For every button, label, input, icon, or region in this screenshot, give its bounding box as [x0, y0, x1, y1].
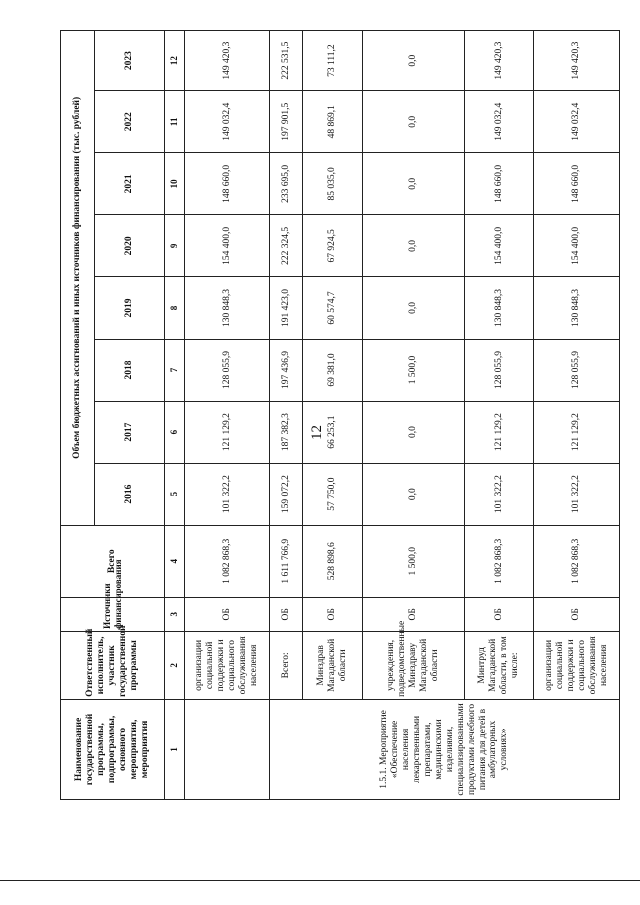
year-value-cell: 130 848,3 — [464, 277, 533, 339]
table-row — [534, 31, 620, 800]
year-value-cell: 128 055,9 — [464, 339, 533, 401]
total-cell: 1 082 868,3 — [534, 525, 620, 597]
table-row — [270, 31, 302, 800]
source-cell: ОБ — [534, 597, 620, 631]
table-row — [184, 31, 270, 800]
year-value-cell: 130 848,3 — [184, 277, 270, 339]
year-value-cell: 222 531,5 — [270, 31, 302, 91]
year-value-cell: 48 869,1 — [302, 91, 362, 153]
column-number: 2 — [165, 631, 185, 699]
row-name-cell: 1.5.1. Мероприятие «Обеспечение населения лекарственными препаратами, медицинскими изделиями, специализированными продуктами лечебного питания для детей в амбулаторных условиях» — [270, 699, 620, 799]
header-volume-group: Объем бюджетных ассигнований и иных источников финансирования (тыс. рублей) — [61, 31, 95, 526]
year-value-cell: 149 420,3 — [464, 31, 533, 91]
column-number-row — [165, 31, 185, 800]
year-value-cell: 233 695,0 — [270, 153, 302, 215]
year-value-cell: 149 032,4 — [464, 91, 533, 153]
year-value-cell: 1 500,0 — [363, 339, 465, 401]
year-value-cell: 148 660,0 — [464, 153, 533, 215]
year-value-cell: 149 420,3 — [184, 31, 270, 91]
column-number: 11 — [165, 91, 185, 153]
header-executor: Ответственный исполнитель, участник государственной программы — [61, 631, 165, 699]
column-number: 7 — [165, 339, 185, 401]
page-bottom-rule — [0, 880, 640, 881]
year-value-cell: 159 072,2 — [270, 463, 302, 525]
year-value-cell: 191 423,0 — [270, 277, 302, 339]
year-value-cell: 0,0 — [363, 153, 465, 215]
column-number: 10 — [165, 153, 185, 215]
total-cell: 528 898,6 — [302, 525, 362, 597]
executor-cell: Всего: — [270, 631, 302, 699]
source-cell: ОБ — [464, 597, 533, 631]
year-value-cell: 154 400,0 — [534, 215, 620, 277]
year-value-cell: 149 420,3 — [534, 31, 620, 91]
year-value-cell: 0,0 — [363, 31, 465, 91]
year-value-cell: 101 322,2 — [534, 463, 620, 525]
header-total: Всего — [61, 525, 165, 597]
year-value-cell: 60 574,7 — [302, 277, 362, 339]
header-year: 2017 — [94, 401, 165, 463]
year-value-cell: 0,0 — [363, 215, 465, 277]
rotated-table-inner — [60, 30, 620, 800]
header-year: 2019 — [94, 277, 165, 339]
year-value-cell: 154 400,0 — [184, 215, 270, 277]
year-value-cell: 121 129,2 — [184, 401, 270, 463]
year-value-cell: 222 324,5 — [270, 215, 302, 277]
source-cell: ОБ — [184, 597, 270, 631]
source-cell: ОБ — [270, 597, 302, 631]
executor-cell: организации социальной поддержки и социального обслуживания населения — [184, 631, 270, 699]
year-value-cell: 73 111,2 — [302, 31, 362, 91]
header-year: 2023 — [94, 31, 165, 91]
year-value-cell: 0,0 — [363, 463, 465, 525]
column-number: 9 — [165, 215, 185, 277]
executor-cell: Минтруд Магаданской области, в том числе: — [464, 631, 533, 699]
table-row — [464, 31, 533, 800]
year-value-cell: 0,0 — [363, 277, 465, 339]
total-cell: 1 611 766,9 — [270, 525, 302, 597]
column-number: 8 — [165, 277, 185, 339]
year-value-cell: 67 924,5 — [302, 215, 362, 277]
header-year: 2018 — [94, 339, 165, 401]
table-row — [363, 31, 465, 800]
year-value-cell: 148 660,0 — [534, 153, 620, 215]
year-value-cell: 130 848,3 — [534, 277, 620, 339]
year-value-cell: 0,0 — [363, 91, 465, 153]
executor-cell: учреждения, подведомственные Минздраву Магаданской области — [363, 631, 465, 699]
source-cell: ОБ — [363, 597, 465, 631]
year-value-cell: 101 322,2 — [184, 463, 270, 525]
year-value-cell: 128 055,9 — [184, 339, 270, 401]
year-value-cell: 121 129,2 — [464, 401, 533, 463]
row-name-cell — [184, 699, 270, 799]
column-number: 6 — [165, 401, 185, 463]
header-year: 2016 — [94, 463, 165, 525]
column-number: 3 — [165, 597, 185, 631]
column-number: 4 — [165, 525, 185, 597]
year-value-cell: 197 901,5 — [270, 91, 302, 153]
executor-cell: Минздрав Магаданской области — [302, 631, 362, 699]
year-value-cell: 154 400,0 — [464, 215, 533, 277]
column-number: 12 — [165, 31, 185, 91]
executor-cell: организации социальной поддержки и социального обслуживания населения — [534, 631, 620, 699]
year-value-cell: 66 253,1 — [302, 401, 362, 463]
column-number: 5 — [165, 463, 185, 525]
year-value-cell: 69 381,0 — [302, 339, 362, 401]
year-value-cell: 149 032,4 — [184, 91, 270, 153]
year-value-cell: 187 382,3 — [270, 401, 302, 463]
year-value-cell: 197 436,9 — [270, 339, 302, 401]
rotated-table-wrapper — [60, 30, 620, 800]
year-value-cell: 101 322,2 — [464, 463, 533, 525]
table-row — [302, 31, 362, 800]
year-value-cell: 121 129,2 — [534, 401, 620, 463]
total-cell: 1 082 868,3 — [464, 525, 533, 597]
year-value-cell: 0,0 — [363, 401, 465, 463]
total-cell: 1 082 868,3 — [184, 525, 270, 597]
year-value-cell: 57 750,0 — [302, 463, 362, 525]
year-value-cell: 149 032,4 — [534, 91, 620, 153]
year-value-cell: 85 035,0 — [302, 153, 362, 215]
total-cell: 1 500,0 — [363, 525, 465, 597]
year-value-cell: 148 660,0 — [184, 153, 270, 215]
source-cell: ОБ — [302, 597, 362, 631]
column-number: 1 — [165, 699, 185, 799]
header-name: Наименование государственной программы, подпрограммы, основного мероприятия, мероприятия — [61, 699, 165, 799]
header-year: 2022 — [94, 91, 165, 153]
header-year: 2021 — [94, 153, 165, 215]
header-source: Источники финансирования — [61, 597, 165, 631]
page-number: 12 — [309, 425, 325, 440]
year-value-cell: 128 055,9 — [534, 339, 620, 401]
header-year: 2020 — [94, 215, 165, 277]
financing-table — [60, 30, 620, 800]
header-row-top — [61, 31, 95, 800]
